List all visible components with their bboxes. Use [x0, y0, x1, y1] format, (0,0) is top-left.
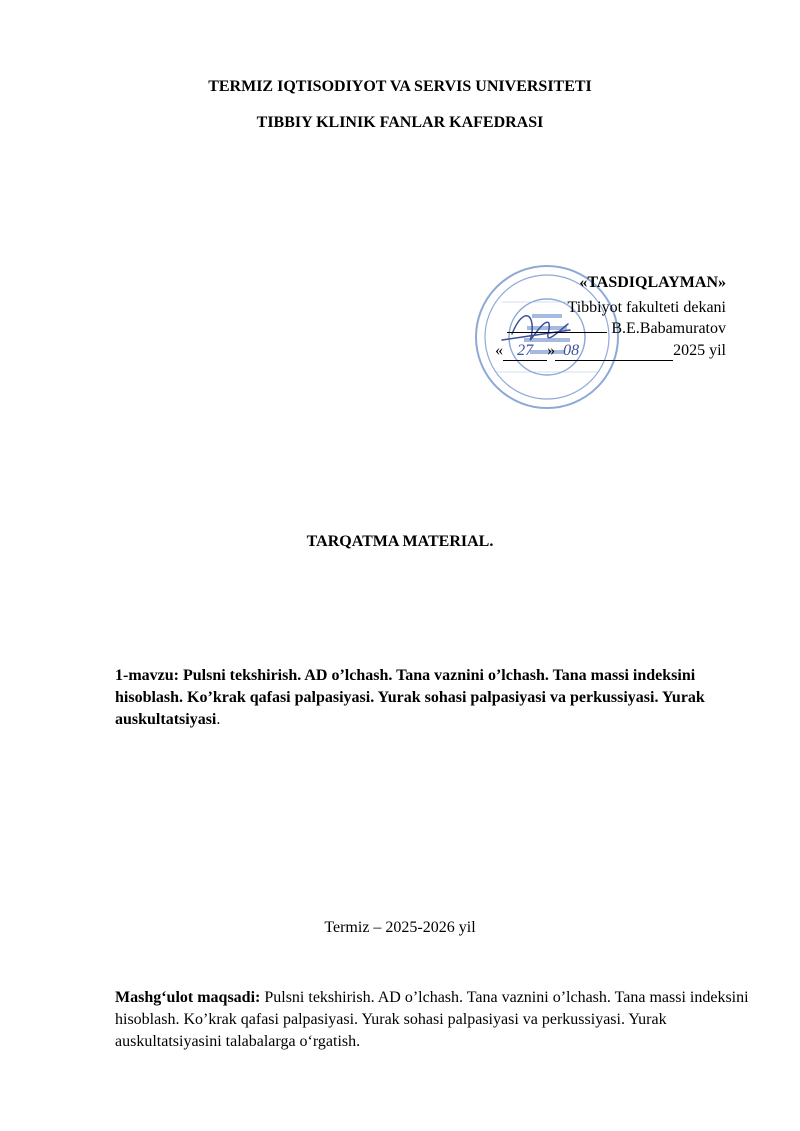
date-open-quote: « [495, 342, 504, 359]
topic-text: Pulsni tekshirish. AD o’lchash. Tana vaznini o’lchash. Tana massi indeksini hisoblash. Ko’krak qafasi palpasiyasi. Yurak sohasi palpasiyasi va perkussiyasi. Yurak auskultatsiyasi [115, 667, 705, 728]
approval-title: «TASDIQLAYMAN» [579, 274, 726, 291]
topic-end: . [216, 711, 221, 728]
date-year: 2025 yil [673, 342, 726, 359]
date-day: 27 [503, 342, 547, 361]
approval-position: Tibbiyot fakulteti dekani [567, 299, 726, 316]
approval-name: B.E.Babamuratov [611, 320, 726, 337]
approval-signatory [507, 320, 726, 338]
goal-paragraph [115, 987, 750, 1053]
document-type: TARQATMA MATERIAL. [306, 533, 494, 550]
department-name: TIBBIY KLINIK FANLAR KAFEDRASI [256, 114, 544, 131]
approval-block [458, 262, 738, 412]
goal-label: Mashg‘ulot maqsadi: [115, 989, 261, 1006]
topic-label: 1-mavzu: [115, 667, 179, 684]
city-year: Termiz – 2025-2026 yil [324, 919, 476, 936]
topic-paragraph [115, 665, 715, 731]
date-month: 08 [555, 342, 673, 361]
date-close-quote: » [547, 342, 556, 359]
goal-text: Pulsni tekshirish. AD o’lchash. Tana vaznini o’lchash. Tana massi indeksini hisoblash. Ko’krak qafasi palpasiyasi. Yurak sohasi palpasiyasi va perkussiyasi. Yurak auskultatsiyasini talabalarga o‘rgatish. [115, 989, 749, 1050]
university-name: TERMIZ IQTISODIYOT VA SERVIS UNIVERSITETI [208, 78, 592, 95]
approval-date [495, 342, 726, 361]
